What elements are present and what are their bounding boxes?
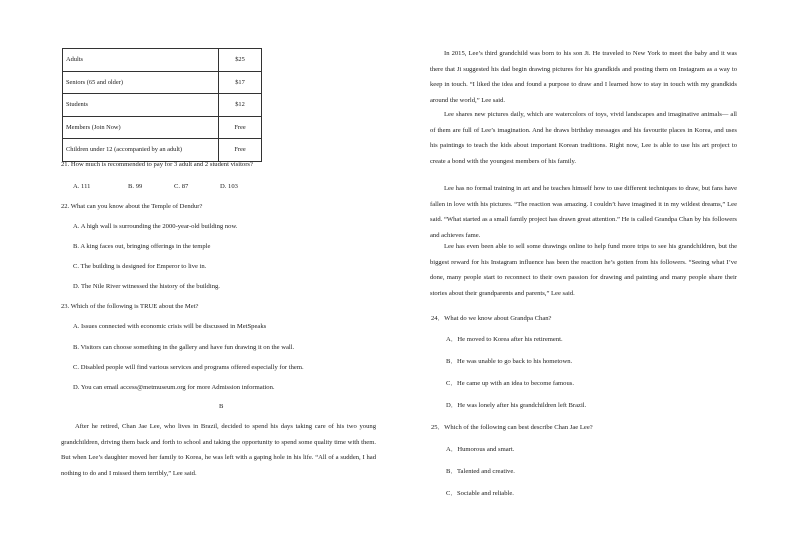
ticket-type: Seniors (65 and older) <box>63 71 219 94</box>
table-row <box>63 49 262 72</box>
q21-option-b: B. 99 <box>128 183 143 190</box>
q23-option-d: D. You can email access@metmuseum.org for more Admission information. <box>73 384 275 391</box>
passage-text: Lee has no formal training in art and he teaches himself how to use different techniques to draw, but fans have fallen in love with his pictures. “The reaction was amazing. I couldn’t have imagined it in my wildest dreams,” Lee said. “What started as a small family project has drawn great attention.” He is called Grandpa Chan by his followers and achieves fame. <box>430 185 737 239</box>
ticket-price: Free <box>219 139 262 162</box>
table-row <box>63 94 262 117</box>
passage-text: After he retired, Chan Jae Lee, who lives in Brazil, decided to spend his days taking care of his two young grandchildren, driving them back and forth to school and taking the opportunity to spend some quality time with them. But when Lee’s daughter moved her family to Korea, he was left with a gaping hole in his life. “All of a sudden, I had nothing to do and I missed them terribly,” Lee said. <box>61 423 376 477</box>
q22-option-c: C. The building is designed for Emperor to live in. <box>73 263 207 270</box>
ticket-type: Students <box>63 94 219 117</box>
section-mark: B <box>219 403 224 410</box>
q25-option-a: A．Humorous and smart. <box>446 446 515 453</box>
ticket-price: Free <box>219 116 262 139</box>
q23-option-c: C. Disabled people will find various services and programs offered especially for them. <box>73 364 304 371</box>
passage-paragraph <box>61 419 376 481</box>
question-24-stem: 24．What do we know about Grandpa Chan? <box>431 315 552 322</box>
passage-text: In 2015, Lee’s third grandchild was born to his son Ji. He traveled to New York to meet the baby and it was there that Ji suggested his dad begin drawing pictures for his grandkids and posting them on Instagram as a way to keep in touch. “I liked the idea and found a purpose to draw and I learned how to stay in touch with my grandkids around the world,” Lee said. <box>430 50 737 104</box>
table-row <box>63 71 262 94</box>
q22-option-a: A. A high wall is surrounding the 2000-year-old building now. <box>73 223 238 230</box>
q24-option-c: C．He came up with an idea to become famous. <box>446 380 574 387</box>
q24-option-d: D．He was lonely after his grandchildren left Brazil. <box>446 402 587 409</box>
ticket-type: Members (Join Now) <box>63 116 219 139</box>
question-25-stem: 25．Which of the following can best describe Chan Jae Lee? <box>431 424 593 431</box>
admission-price-table <box>62 48 262 162</box>
q22-option-d: D. The Nile River witnessed the history of the building. <box>73 283 220 290</box>
table-row <box>63 116 262 139</box>
q21-option-a: A. 111 <box>73 183 91 190</box>
q23-option-b: B. Visitors can choose something in the gallery and have fun drawing it on the wall. <box>73 344 295 351</box>
q22-option-b: B. A king faces out, bringing offerings in the temple <box>73 243 211 250</box>
passage-paragraph <box>430 46 737 108</box>
passage-text: Lee shares new pictures daily, which are watercolors of toys, vivid landscapes and imaginative animals— all of them are full of Lee’s imagination. And he draws birthday messages and his favourite places in Korea, and uses his paintings to teach the kids about important Korean traditions. Right now, Lee is able to use his art project to create a bond with the youngest members of his family. <box>430 111 737 165</box>
question-23-stem: 23. Which of the following is TRUE about the Met? <box>61 303 199 310</box>
passage-paragraph <box>430 107 737 169</box>
ticket-type: Adults <box>63 49 219 72</box>
ticket-type: Children under 12 (accompanied by an adult) <box>63 139 219 162</box>
passage-paragraph <box>430 239 737 301</box>
ticket-price: $12 <box>219 94 262 117</box>
passage-paragraph <box>430 181 737 243</box>
table-row <box>63 139 262 162</box>
passage-text: Lee has even been able to sell some drawings online to help fund more trips to see his grandchildren, but the biggest reward for his Instagram influence has been the reaction he’s gotten from his followers. “Seeing what I’ve done, many people start to reconnect to their own passion for drawing and painting and many people share their stories about their grandparents and parents,” Lee said. <box>430 243 737 297</box>
q25-option-c: C．Sociable and reliable. <box>446 490 514 497</box>
question-21-stem: 21. How much is recommended to pay for 3 adult and 2 student visitors? <box>61 161 253 168</box>
q23-option-a: A. Issues connected with economic crisis will be discussed in MetSpeaks <box>73 323 267 330</box>
q21-option-c: C. 87 <box>174 183 189 190</box>
q24-option-b: B．He was unable to go back to his hometown. <box>446 358 573 365</box>
ticket-price: $25 <box>219 49 262 72</box>
ticket-price: $17 <box>219 71 262 94</box>
q24-option-a: A．He moved to Korea after his retirement. <box>446 336 563 343</box>
q25-option-b: B．Talented and creative. <box>446 468 515 475</box>
question-22-stem: 22. What can you know about the Temple of Dendur? <box>61 203 203 210</box>
q21-option-d: D. 103 <box>220 183 238 190</box>
